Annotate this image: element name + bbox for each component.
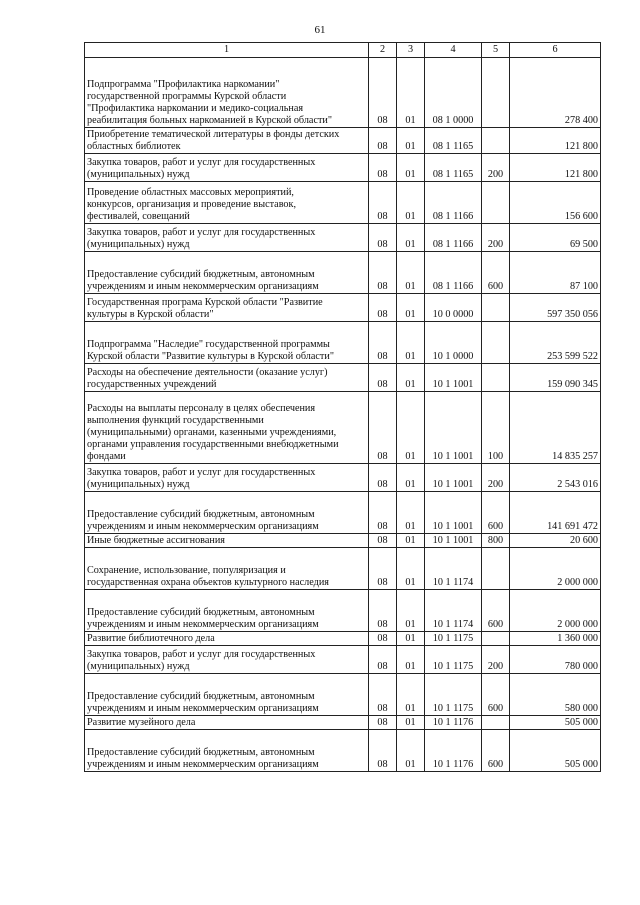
row-name: Развитие музейного дела [85, 716, 369, 730]
row-subsection: 01 [397, 224, 425, 252]
row-subsection: 01 [397, 128, 425, 154]
row-amount: 2 543 016 [510, 464, 601, 492]
table-row [85, 730, 601, 772]
row-name: Подпрограмма "Наследие" государственной программы Курской области "Развитие культуры в Курской области" [85, 322, 369, 364]
row-subsection: 01 [397, 392, 425, 464]
row-name: Расходы на выплаты персоналу в целях обеспечения выполнения функций государственными (муниципальными) органами, казенными учреждениями, органами управления государственными внебюджетными фондами [85, 392, 369, 464]
row-subsection: 01 [397, 548, 425, 590]
row-target-article: 08 1 1166 [425, 252, 482, 294]
row-expense-type: 200 [482, 224, 510, 252]
table-row [85, 590, 601, 632]
table-row [85, 674, 601, 716]
row-amount: 2 000 000 [510, 590, 601, 632]
row-name: Предоставление субсидий бюджетным, автономным учреждениям и иным некоммерческим организациям [85, 252, 369, 294]
row-amount: 780 000 [510, 646, 601, 674]
row-section: 08 [369, 730, 397, 772]
row-subsection: 01 [397, 730, 425, 772]
row-section: 08 [369, 534, 397, 548]
row-target-article: 10 1 1001 [425, 364, 482, 392]
row-expense-type: 600 [482, 674, 510, 716]
table-row [85, 492, 601, 534]
row-amount: 159 090 345 [510, 364, 601, 392]
row-target-article: 10 1 1174 [425, 590, 482, 632]
table-row [85, 294, 601, 322]
row-name: Приобретение тематической литературы в фонды детских областных библиотек [85, 128, 369, 154]
row-name: Подпрограмма "Профилактика наркомании" государственной программы Курской области "Профилактика наркомании и медико-социальная реабилитация больных наркоманией в Курской области" [85, 58, 369, 128]
row-section: 08 [369, 322, 397, 364]
table-row [85, 224, 601, 252]
row-expense-type [482, 294, 510, 322]
row-expense-type: 600 [482, 252, 510, 294]
row-amount: 20 600 [510, 534, 601, 548]
row-name: Проведение областных массовых мероприятий, конкурсов, организация и проведение выставок, фестивалей, совещаний [85, 182, 369, 224]
row-target-article: 10 1 1175 [425, 632, 482, 646]
row-subsection: 01 [397, 464, 425, 492]
row-expense-type: 800 [482, 534, 510, 548]
row-target-article: 10 1 1175 [425, 674, 482, 716]
row-amount: 156 600 [510, 182, 601, 224]
row-expense-type: 100 [482, 392, 510, 464]
row-name: Закупка товаров, работ и услуг для государственных (муниципальных) нужд [85, 646, 369, 674]
row-subsection: 01 [397, 632, 425, 646]
row-target-article: 10 1 1174 [425, 548, 482, 590]
row-target-article: 10 1 1001 [425, 492, 482, 534]
table-row [85, 548, 601, 590]
table-row [85, 716, 601, 730]
column-header-target-article: 4 [425, 43, 482, 58]
row-section: 08 [369, 154, 397, 182]
row-amount: 253 599 522 [510, 322, 601, 364]
budget-table [84, 42, 601, 772]
row-section: 08 [369, 364, 397, 392]
row-name: Иные бюджетные ассигнования [85, 534, 369, 548]
column-header-expense-type: 5 [482, 43, 510, 58]
row-name: Закупка товаров, работ и услуг для государственных (муниципальных) нужд [85, 154, 369, 182]
table-body [85, 58, 601, 772]
row-expense-type: 600 [482, 492, 510, 534]
row-subsection: 01 [397, 252, 425, 294]
row-target-article: 10 1 1001 [425, 392, 482, 464]
row-subsection: 01 [397, 154, 425, 182]
row-expense-type [482, 58, 510, 128]
table-row [85, 632, 601, 646]
column-header-amount: 6 [510, 43, 601, 58]
row-section: 08 [369, 182, 397, 224]
row-amount: 141 691 472 [510, 492, 601, 534]
row-amount: 505 000 [510, 730, 601, 772]
table-row [85, 464, 601, 492]
table-row [85, 646, 601, 674]
table-row [85, 182, 601, 224]
row-amount: 14 835 257 [510, 392, 601, 464]
row-section: 08 [369, 716, 397, 730]
row-subsection: 01 [397, 322, 425, 364]
row-amount: 1 360 000 [510, 632, 601, 646]
row-expense-type [482, 548, 510, 590]
row-subsection: 01 [397, 534, 425, 548]
row-target-article: 08 1 1166 [425, 182, 482, 224]
row-subsection: 01 [397, 492, 425, 534]
row-subsection: 01 [397, 646, 425, 674]
row-section: 08 [369, 632, 397, 646]
row-name: Предоставление субсидий бюджетным, автономным учреждениям и иным некоммерческим организациям [85, 492, 369, 534]
row-subsection: 01 [397, 294, 425, 322]
row-amount: 278 400 [510, 58, 601, 128]
row-amount: 69 500 [510, 224, 601, 252]
row-name: Предоставление субсидий бюджетным, автономным учреждениям и иным некоммерческим организациям [85, 590, 369, 632]
row-subsection: 01 [397, 716, 425, 730]
row-target-article: 10 1 1001 [425, 534, 482, 548]
column-header-name: 1 [85, 43, 369, 58]
row-expense-type [482, 364, 510, 392]
table-row [85, 534, 601, 548]
row-amount: 121 800 [510, 128, 601, 154]
row-name: Предоставление субсидий бюджетным, автономным учреждениям и иным некоммерческим организациям [85, 730, 369, 772]
row-expense-type [482, 128, 510, 154]
row-section: 08 [369, 392, 397, 464]
row-section: 08 [369, 590, 397, 632]
table-row [85, 128, 601, 154]
table-row [85, 392, 601, 464]
row-amount: 121 800 [510, 154, 601, 182]
row-amount: 87 100 [510, 252, 601, 294]
header-row [85, 43, 601, 58]
table-row [85, 252, 601, 294]
row-target-article: 08 1 0000 [425, 58, 482, 128]
row-expense-type: 200 [482, 154, 510, 182]
row-target-article: 08 1 1166 [425, 224, 482, 252]
row-name: Развитие библиотечного дела [85, 632, 369, 646]
column-header-subsection: 3 [397, 43, 425, 58]
row-target-article: 10 1 1176 [425, 716, 482, 730]
table-row [85, 364, 601, 392]
row-name: Закупка товаров, работ и услуг для государственных (муниципальных) нужд [85, 464, 369, 492]
row-amount: 580 000 [510, 674, 601, 716]
row-target-article: 10 1 1175 [425, 646, 482, 674]
row-section: 08 [369, 58, 397, 128]
row-expense-type: 600 [482, 730, 510, 772]
row-target-article: 10 1 0000 [425, 322, 482, 364]
row-section: 08 [369, 674, 397, 716]
row-section: 08 [369, 464, 397, 492]
row-target-article: 08 1 1165 [425, 128, 482, 154]
row-amount: 2 000 000 [510, 548, 601, 590]
column-header-section: 2 [369, 43, 397, 58]
row-target-article: 10 0 0000 [425, 294, 482, 322]
table-row [85, 58, 601, 128]
row-section: 08 [369, 548, 397, 590]
row-name: Предоставление субсидий бюджетным, автономным учреждениям и иным некоммерческим организациям [85, 674, 369, 716]
row-section: 08 [369, 252, 397, 294]
row-subsection: 01 [397, 674, 425, 716]
row-amount: 505 000 [510, 716, 601, 730]
row-section: 08 [369, 646, 397, 674]
row-name: Закупка товаров, работ и услуг для государственных (муниципальных) нужд [85, 224, 369, 252]
page-number: 61 [314, 24, 326, 36]
row-section: 08 [369, 294, 397, 322]
row-subsection: 01 [397, 590, 425, 632]
row-section: 08 [369, 128, 397, 154]
row-name: Расходы на обеспечение деятельности (оказание услуг) государственных учреждений [85, 364, 369, 392]
row-section: 08 [369, 224, 397, 252]
row-subsection: 01 [397, 364, 425, 392]
row-name: Государственная програма Курской области "Развитие культуры в Курской области" [85, 294, 369, 322]
row-expense-type: 200 [482, 464, 510, 492]
row-target-article: 10 1 1001 [425, 464, 482, 492]
row-target-article: 08 1 1165 [425, 154, 482, 182]
row-expense-type [482, 182, 510, 224]
row-amount: 597 350 056 [510, 294, 601, 322]
row-expense-type: 200 [482, 646, 510, 674]
row-expense-type [482, 716, 510, 730]
row-expense-type [482, 632, 510, 646]
table-row [85, 322, 601, 364]
row-subsection: 01 [397, 182, 425, 224]
row-expense-type [482, 322, 510, 364]
row-expense-type: 600 [482, 590, 510, 632]
row-section: 08 [369, 492, 397, 534]
row-name: Сохранение, использование, популяризация и государственная охрана объектов культурного наследия [85, 548, 369, 590]
row-subsection: 01 [397, 58, 425, 128]
table-row [85, 154, 601, 182]
row-target-article: 10 1 1176 [425, 730, 482, 772]
